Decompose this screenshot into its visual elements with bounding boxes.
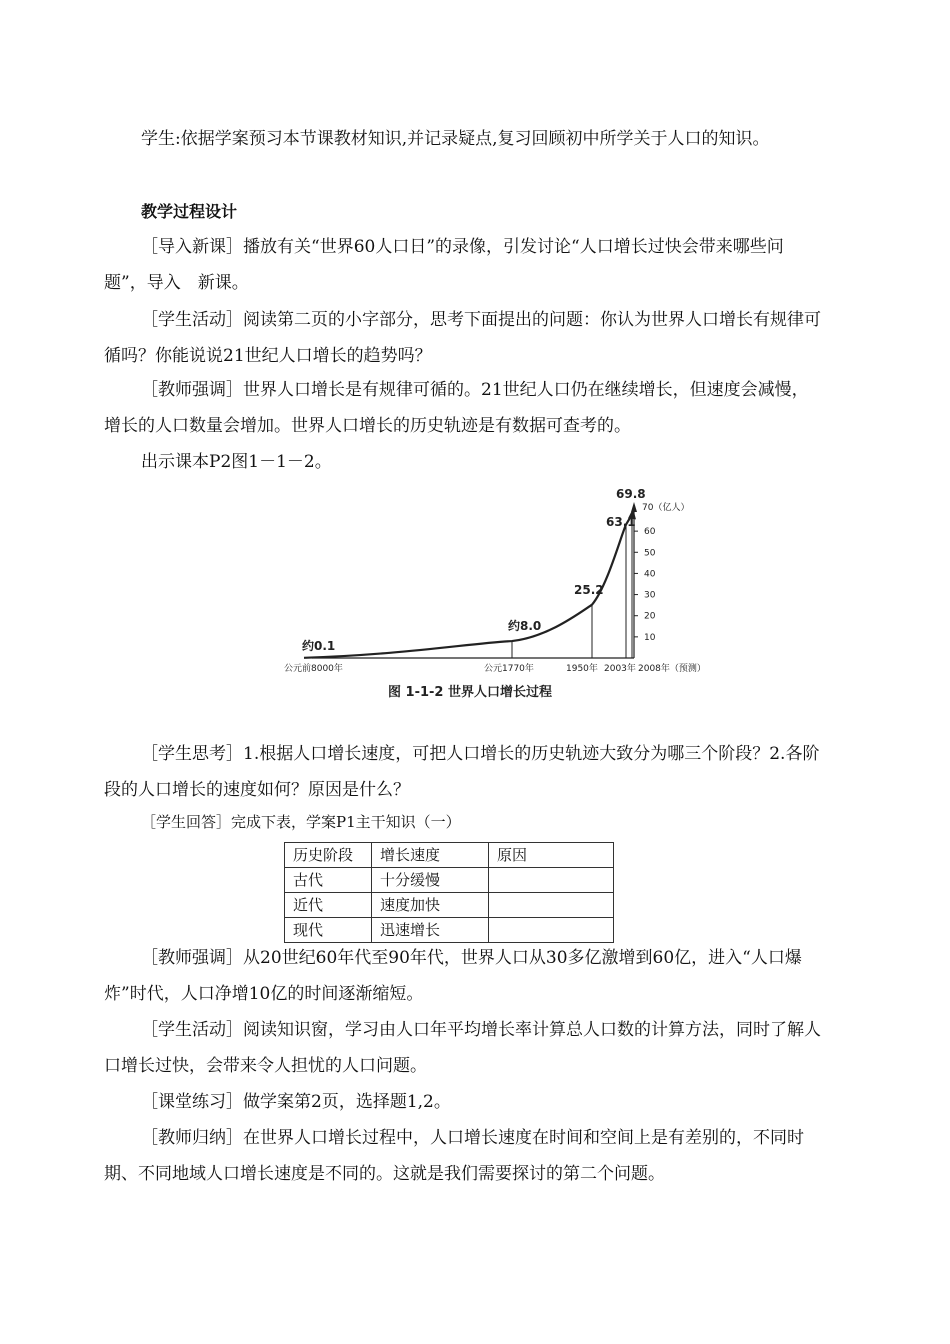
history-stage-table bbox=[284, 842, 614, 943]
table-cell bbox=[489, 893, 614, 918]
student-prep-paragraph: 学生:依据学案预习本节课教材知识,并记录疑点,复习回顾初中所学关于人口的知识。 bbox=[141, 129, 770, 149]
teacher-emphasis-2-paragraph: ［教师强调］从20世纪60年代至90年代，世界人口从30多亿激增到60亿，进入“人口爆炸”时代，人口净增10亿的时间逐渐缩短。 bbox=[104, 948, 802, 1004]
table-row bbox=[285, 893, 614, 918]
student-activity-2-paragraph: ［学生活动］阅读知识窗，学习由人口年平均增长率计算总人口数的计算方法，同时了解人口增长过快，会带来令人担忧的人口问题。 bbox=[104, 1020, 821, 1076]
table-cell bbox=[489, 918, 614, 943]
y-tick-label-20: 20 bbox=[644, 611, 656, 622]
classroom-exercise-paragraph: ［课堂练习］做学案第2页，选择题1,2。 bbox=[141, 1092, 451, 1112]
student-activity-paragraph: ［学生活动］阅读第二页的小字部分，思考下面提出的问题：你认为世界人口增长有规律可循吗？你能说说21世纪人口增长的趋势吗？ bbox=[104, 310, 821, 366]
y-tick-label-30: 30 bbox=[644, 590, 656, 601]
teacher-summary-paragraph: ［教师归纳］在世界人口增长过程中，人口增长速度在时间和空间上是有差别的，不同时期、不同地域人口增长速度是不同的。这就是我们需要探讨的第二个问题。 bbox=[104, 1128, 804, 1184]
table-row bbox=[285, 918, 614, 943]
point-label-1: 约8.0 bbox=[508, 619, 542, 633]
table-cell: 现代 bbox=[285, 918, 372, 943]
table-header-row bbox=[285, 843, 614, 868]
student-think-paragraph: ［学生思考］1.根据人口增长速度，可把人口增长的历史轨迹大致分为哪三个阶段？2.各阶段的人口增长的速度如何？原因是什么？ bbox=[104, 744, 820, 800]
table-cell bbox=[489, 868, 614, 893]
section-heading: 教学过程设计 bbox=[141, 202, 238, 221]
table-cell: 近代 bbox=[285, 893, 372, 918]
table-cell: 十分缓慢 bbox=[372, 868, 489, 893]
table-header-cell: 原因 bbox=[489, 843, 614, 868]
chart-caption: 图 1-1-2 世界人口增长过程 bbox=[388, 685, 552, 700]
point-label-2: 25.2 bbox=[574, 583, 604, 597]
y-tick-label-50: 50 bbox=[644, 548, 656, 559]
show-figure-paragraph: 出示课本P2图1－1－2。 bbox=[141, 452, 332, 472]
table-cell: 古代 bbox=[285, 868, 372, 893]
x-label-8000bc: 公元前8000年 bbox=[284, 664, 343, 674]
x-label-2008: 2008年（预测） bbox=[638, 664, 706, 674]
y-ticks bbox=[634, 527, 656, 643]
table-cell: 速度加快 bbox=[372, 893, 489, 918]
point-label-4: 69.8 bbox=[616, 487, 646, 501]
x-label-1770: 公元1770年 bbox=[484, 664, 534, 674]
table-header-cell: 增长速度 bbox=[372, 843, 489, 868]
x-label-2003: 2003年 bbox=[604, 664, 636, 674]
teacher-emphasis-paragraph: ［教师强调］世界人口增长是有规律可循的。21世纪人口仍在继续增长，但速度会减慢，增长的人口数量会增加。世界人口增长的历史轨迹是有数据可查考的。 bbox=[104, 380, 809, 436]
y-axis-label: 70（亿人） bbox=[642, 503, 690, 513]
student-answer-paragraph: ［学生回答］完成下表，学案P1主干知识（一） bbox=[141, 813, 461, 831]
table-row bbox=[285, 868, 614, 893]
population-growth-chart bbox=[282, 480, 712, 712]
point-label-3: 63.1 bbox=[606, 515, 636, 529]
y-tick-label-60: 60 bbox=[644, 527, 656, 538]
y-tick-label-10: 10 bbox=[644, 632, 656, 643]
point-label-0: 约0.1 bbox=[302, 639, 336, 653]
y-tick-label-40: 40 bbox=[644, 569, 656, 580]
table-header-cell: 历史阶段 bbox=[285, 843, 372, 868]
table-cell: 迅速增长 bbox=[372, 918, 489, 943]
intro-paragraph: ［导入新课］播放有关“世界60人口日”的录像，引发讨论“人口增长过快会带来哪些问题”，导入 新课。 bbox=[104, 237, 784, 293]
x-label-1950: 1950年 bbox=[566, 664, 598, 674]
